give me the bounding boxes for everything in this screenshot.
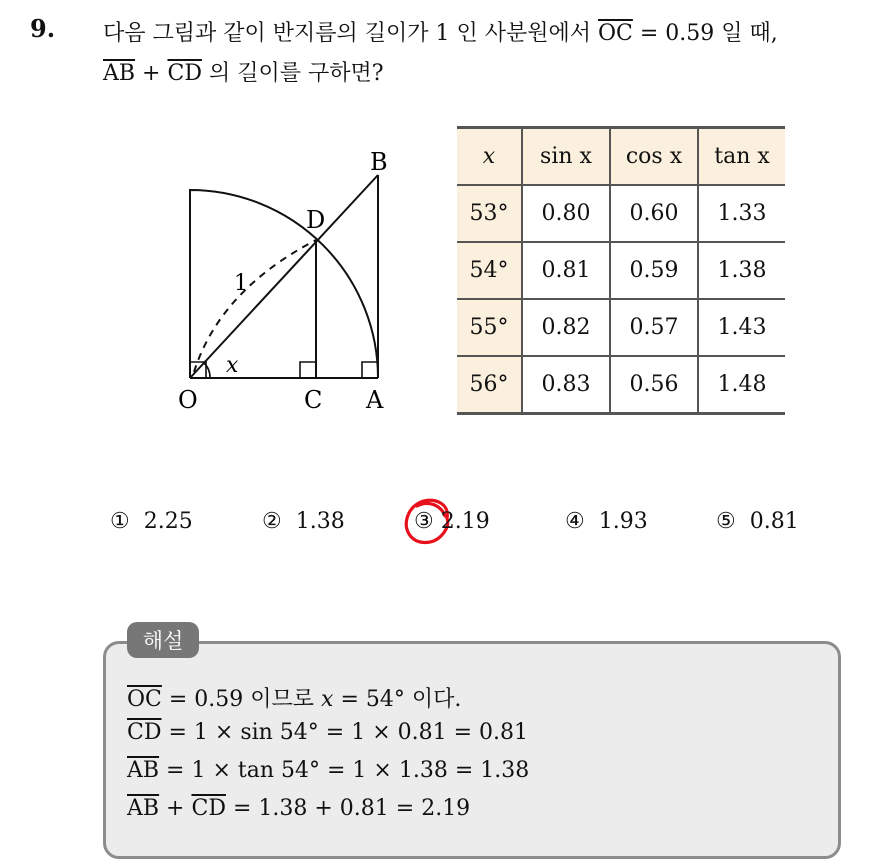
right-angle-mark-a — [362, 362, 378, 378]
label-b: B — [370, 148, 388, 176]
segment-ab: $\overline{AB}$ — [127, 796, 160, 821]
trig-table — [457, 126, 785, 415]
choice-2[interactable] — [262, 509, 345, 534]
label-radius: 1 — [234, 271, 248, 296]
table-row — [457, 185, 785, 242]
segment-ab: $\overline{AB}$ — [127, 758, 160, 783]
explanation-line-1 — [127, 682, 461, 713]
quarter-circle-arc — [190, 190, 378, 378]
choice-value: 0.81 — [749, 509, 799, 534]
label-o: O — [178, 386, 198, 414]
choice-5[interactable] — [716, 509, 799, 534]
choice-mark: ③ — [414, 509, 434, 534]
explanation-line-3 — [127, 758, 529, 783]
question-number: 9. — [30, 14, 56, 43]
table-cell: 1.33 — [698, 185, 785, 242]
explanation-text: = 1.38 + 0.81 = 2.19 — [225, 796, 471, 821]
choice-mark: ⑤ — [716, 509, 736, 534]
segment-ob-line — [190, 175, 378, 378]
table-header-row — [457, 128, 785, 186]
question-prompt: 의 길이를 구하면? — [201, 61, 384, 86]
angle-arc-x — [204, 363, 210, 378]
question-condition: = 0.59 일 때, — [632, 21, 778, 46]
segment-oc: $\overline{OC}$ — [127, 687, 162, 712]
table-cell-angle: 56° — [457, 356, 522, 414]
variable-x: x — [321, 687, 334, 712]
right-angle-mark-c — [300, 362, 316, 378]
explanation-text: = 1 × tan 54° = 1 × 1.38 = 1.38 — [159, 758, 530, 783]
table-cell: 0.82 — [522, 299, 610, 356]
explanation-line-4 — [127, 796, 470, 821]
choice-value: 1.93 — [598, 509, 648, 534]
label-a: A — [366, 386, 384, 414]
table-header-cell: cos x — [610, 128, 698, 186]
choice-1[interactable] — [110, 509, 193, 534]
choice-3[interactable] — [414, 509, 490, 534]
table-cell: 0.59 — [610, 242, 698, 299]
choice-4[interactable] — [565, 509, 648, 534]
table-cell: 0.81 — [522, 242, 610, 299]
explanation-text: = 54° 이다. — [333, 687, 462, 712]
explanation-box — [103, 641, 841, 859]
table-cell: 0.80 — [522, 185, 610, 242]
answer-choices — [0, 505, 884, 541]
table-cell: 0.83 — [522, 356, 610, 414]
explanation-text: = 0.59 이므로 — [161, 687, 322, 712]
explanation-text: = 1 × sin 54° = 1 × 0.81 = 0.81 — [161, 720, 529, 745]
table-cell: 0.56 — [610, 356, 698, 414]
choice-mark: ② — [262, 509, 282, 534]
table-cell: 1.43 — [698, 299, 785, 356]
choice-mark: ① — [110, 509, 130, 534]
table-row — [457, 356, 785, 414]
table-cell: 1.48 — [698, 356, 785, 414]
plus-sign: + — [135, 61, 168, 86]
table-cell-angle: 53° — [457, 185, 522, 242]
label-d: D — [306, 206, 326, 234]
table-cell: 0.60 — [610, 185, 698, 242]
choice-value: 2.25 — [143, 509, 193, 534]
segment-cd: $\overline{CD}$ — [167, 61, 202, 86]
segment-cd: $\overline{CD}$ — [127, 720, 162, 745]
choice-value: 2.19 — [440, 509, 490, 534]
segment-cd: $\overline{CD}$ — [191, 796, 226, 821]
table-header-cell: x — [457, 128, 522, 186]
label-c: C — [304, 386, 323, 414]
table-header-cell: sin x — [522, 128, 610, 186]
table-row — [457, 299, 785, 356]
plus-sign: + — [159, 796, 192, 821]
segment-ab: $\overline{AB}$ — [103, 61, 136, 86]
explanation-line-2 — [127, 720, 528, 745]
explanation-tag: 해설 — [127, 622, 199, 658]
table-cell: 0.57 — [610, 299, 698, 356]
table-cell-angle: 55° — [457, 299, 522, 356]
choice-value: 1.38 — [295, 509, 345, 534]
table-cell: 1.38 — [698, 242, 785, 299]
table-header-cell: tan x — [698, 128, 785, 186]
radius-dashed-arc — [194, 240, 316, 372]
table-cell-angle: 54° — [457, 242, 522, 299]
label-angle-x: x — [226, 353, 239, 378]
segment-oc: $\overline{OC}$ — [597, 21, 633, 46]
table-row — [457, 242, 785, 299]
question-text: 다음 그림과 같이 반지름의 길이가 1 인 사분원에서 — [103, 21, 598, 46]
choice-mark: ④ — [565, 509, 585, 534]
